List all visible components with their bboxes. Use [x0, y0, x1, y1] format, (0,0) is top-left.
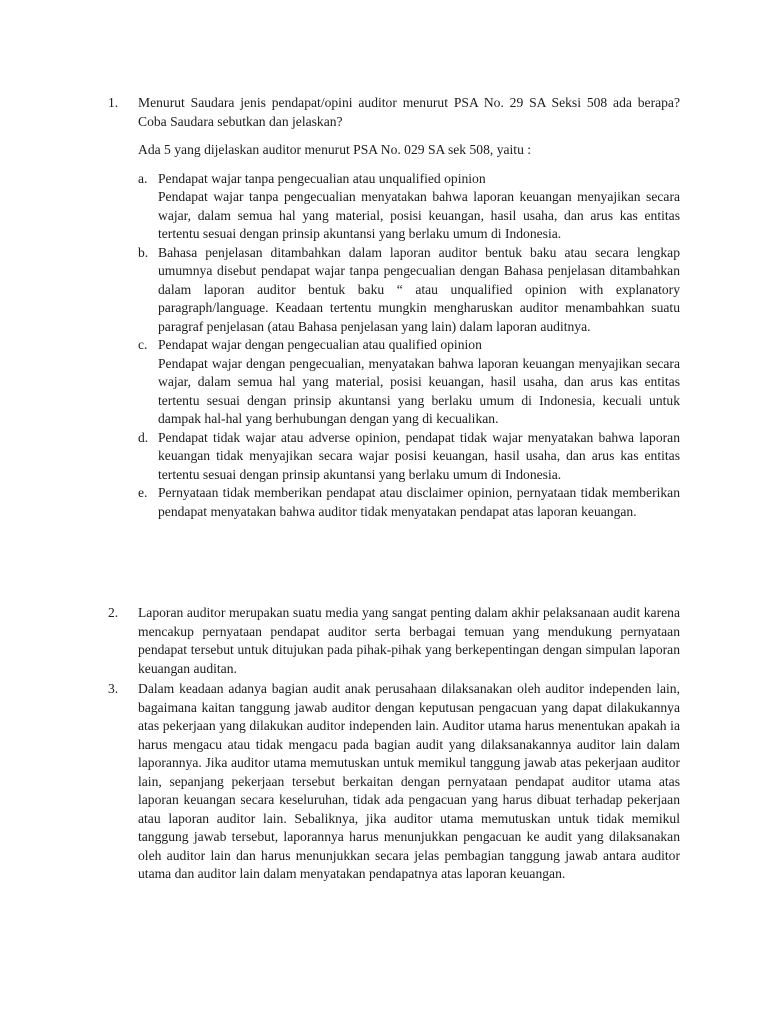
answer-intro: Ada 5 yang dijelaskan auditor menurut PSA No. 029 SA sek 508, yaitu :: [138, 142, 532, 157]
list-item-heading: Pendapat wajar tanpa pengecualian atau unqualified opinion: [158, 170, 486, 186]
question-1: [108, 94, 680, 521]
list-item: [138, 244, 680, 337]
list-item-description: Pernyataan tidak memberikan pendapat atau disclaimer opinion, pernyataan tidak memberikan pendapat menyatakan bahwa auditor tidak menyatakan pendapat atas laporan keuangan.: [158, 485, 680, 519]
question-body: [138, 94, 680, 521]
question-number: 1.: [108, 95, 119, 110]
list-item: [138, 484, 680, 521]
list-item-letter: e.: [138, 485, 148, 500]
list-item-description: Pendapat wajar dengan pengecualian, menyatakan bahwa laporan keuangan menyajikan secara wajar, dalam semua hal yang material, posisi keuangan, hasil usaha, dan arus kas entitas tertentu sesuai dengan prinsip akuntansi yang berlaku umum di Indonesia, kecuali untuk dampak hal-hal yang berhubungan dengan yang di kecualikan.: [158, 355, 680, 426]
question-3: [108, 680, 680, 884]
list-item: [138, 429, 680, 485]
question-number: 3.: [108, 681, 119, 696]
answer-list: [138, 170, 680, 522]
list-item-description: Bahasa penjelasan ditambahkan dalam laporan auditor bentuk baku atau secara lengkap umumnya disebut pendapat wajar tanpa pengecualian dengan Bahasa penjelasan ditambahkan dalam laporan auditor bentuk baku “ atau unqualified opinion with explanatory paragraph/language. Keadaan tertentu mungkin mengharuskan auditor menambahkan suatu paragraf penjelasan (atau Bahasa penjelasan yang lain) dalam laporan auditnya.: [158, 244, 680, 334]
question-body: Dalam keadaan adanya bagian audit anak perusahaan dilaksanakan oleh auditor independen lain, bagaimana kaitan tanggung jawab auditor dengan keputusan pengacuan yang dapat dilakukannya atas pekerjaan yang dilakukan auditor independen lain. Auditor utama harus menentukan apakah ia harus mengacu atau tidak mengacu pada bagian audit yang dilaksanakannya auditor lain dalam laporannya. Jika auditor utama memutuskan untuk memikul tanggung jawab atas pekerjaan auditor lain, sepanjang pekerjaan tersebut berkaitan dengan pernyataan pendapat auditor utama atas laporan keuangan secara keseluruhan, tidak ada pengacuan yang harus dibuat terhadap pekerjaan atau laporan auditor lain. Sebaliknya, jika auditor utama memutuskan untuk tidak memikul tanggung jawab tersebut, laporannya harus menunjukkan pengacuan ke audit yang dilaksanakan oleh auditor lain dan harus menunjukkan secara jelas pembagian tanggung jawab antara auditor utama dan auditor lain dalam menyatakan pendapatnya atas laporan keuangan.: [138, 681, 680, 881]
list-item-letter: b.: [138, 244, 149, 260]
question-2: [108, 604, 680, 678]
question-number: 2.: [108, 605, 119, 620]
list-item-letter: d.: [138, 429, 149, 445]
list-item: [138, 336, 680, 429]
list-item-heading: Pendapat wajar dengan pengecualian atau qualified opinion: [158, 337, 482, 352]
list-item: [138, 170, 680, 244]
list-item-letter: c.: [138, 337, 148, 352]
list-item-letter: a.: [138, 170, 148, 186]
list-item-description: Pendapat tidak wajar atau adverse opinion, pendapat tidak wajar menyatakan bahwa laporan keuangan tidak menyajikan secara wajar posisi keuangan, hasil usaha, dan arus kas entitas tertentu sesuai dengan prinsip akuntansi yang berlaku umum di Indonesia.: [158, 429, 680, 482]
question-text: Menurut Saudara jenis pendapat/opini auditor menurut PSA No. 29 SA Seksi 508 ada berapa? Coba Saudara sebutkan dan jelaskan?: [138, 95, 680, 129]
question-body: Laporan auditor merupakan suatu media yang sangat penting dalam akhir pelaksanaan audit karena mencakup pernyataan pendapat auditor serta berbagai temuan yang mendukung pernyataan pendapat tersebut untuk ditujukan pada pihak-pihak yang berkepentingan dengan simpulan laporan keuangan auditan.: [138, 605, 680, 676]
list-item-description: Pendapat wajar tanpa pengecualian menyatakan bahwa laporan keuangan menyajikan secara wajar, dalam semua hal yang material, posisi keuangan, hasil usaha, dan arus kas entitas tertentu sesuai dengan prinsip akuntansi yang berlaku umum di Indonesia.: [158, 189, 680, 241]
